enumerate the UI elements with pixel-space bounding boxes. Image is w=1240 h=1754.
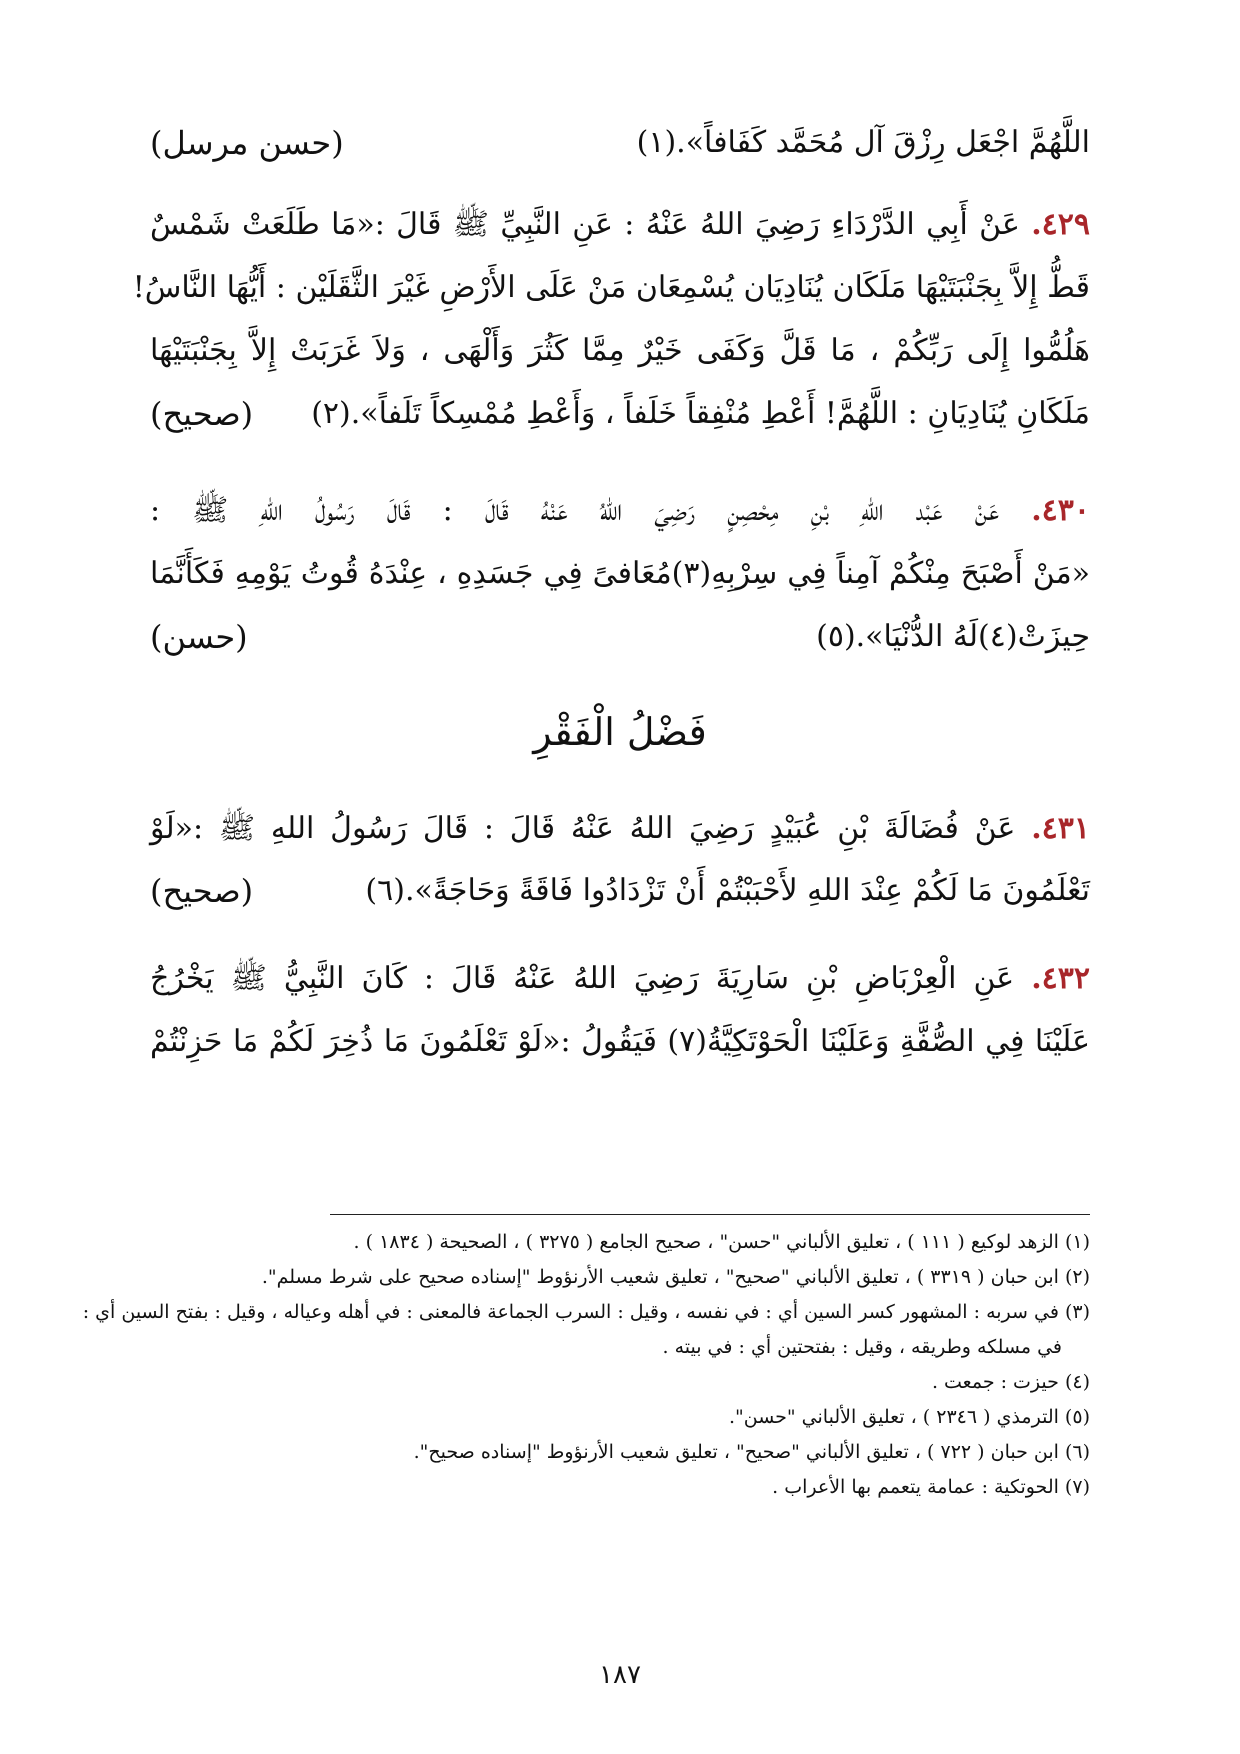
page-number: ١٨٧ (599, 1660, 641, 1690)
hadith-429-line-2: قَطُّ إِلاَّ بِجَنْبَتَيْهَا مَلَكَان يُنَادِيَان يُسْمِعَان مَنْ عَلَى الأَرْضِ غَيْرَ الثَّقَلَيْن : أَيُّهَا النَّاسُ! (132, 270, 1090, 305)
hadith-430-line-1 (150, 486, 1090, 536)
footnote-separator (330, 1214, 1090, 1215)
hadith-text: عَنِ الْعِرْبَاضِ بْنِ سَارِيَةَ رَضِيَ اللهُ عَنْهُ قَالَ : كَانَ النَّبِيُّ ﷺ يَخْرُجُ (150, 961, 1015, 996)
hadith-429-line-4: مَلَكَانِ يُنَادِيَانِ : اللَّهُمَّ! أَعْطِ مُنْفِقاً خَلَفاً ، وَأَعْطِ مُمْسِكاً تَلَفاً».(٢) (311, 396, 1090, 431)
hadith-number: ٤٣٢. (1031, 961, 1091, 996)
footnote-1: (١) الزهد لوكيع ( ١١١ ) ، تعليق الألباني "حسن" ، صحيح الجامع ( ٣٢٧٥ ) ، الصحيحة ( ١٨٣٤ ) . (353, 1231, 1090, 1253)
footnote-6: (٦) ابن حبان ( ٧٢٢ ) ، تعليق الألباني "صحيح" ، تعليق شعيب الأرنؤوط "إسناده صحيح". (413, 1441, 1090, 1463)
hadith-432-line-2: عَلَيْنَا فِي الصُّفَّةِ وَعَلَيْنَا الْحَوْتَكِيَّةُ(٧) فَيَقُولُ :«لَوْ تَعْلَمُونَ مَا ذُخِرَ لَكُمْ مَا حَزِنْتُمْ (150, 1024, 1090, 1059)
section-heading: فَضْلُ الْفَقْرِ (533, 710, 707, 754)
hadith-grade: (حسن) (150, 618, 248, 656)
hadith-430-line-3: حِيزَتْ(٤)لَهُ الدُّنْيَا».(٥) (816, 619, 1090, 654)
footnote-4: (٤) حيزت : جمعت . (931, 1371, 1090, 1393)
hadith-430-line-2: «مَنْ أَصْبَحَ مِنْكُمْ آمِناً فِي سِرْبِهِ(٣)مُعَافىً فِي جَسَدِهِ ، عِنْدَهُ قُوتُ يَوْمِهِ فَكَأَنَّمَا (150, 556, 1090, 591)
footnote-7: (٧) الحوتكية : عمامة يتعمم بها الأعراب . (772, 1476, 1090, 1498)
hadith-number: ٤٢٩. (1031, 207, 1090, 242)
hadith-429-line-1 (150, 200, 1090, 250)
footnote-3-continued: في مسلكه وطريقه ، وقيل : بفتحتين أي : في بيته . (662, 1336, 1062, 1358)
footnote-5: (٥) الترمذي ( ٢٣٤٦ ) ، تعليق الألباني "حسن". (728, 1406, 1090, 1428)
hadith-text: اللَّهُمَّ اجْعَل رِزْقَ آل مُحَمَّد كَفَافاً».(١) (636, 125, 1090, 160)
hadith-number: ٤٣٠. (1031, 493, 1090, 528)
continuation-line (530, 118, 1090, 168)
hadith-432-line-1 (150, 954, 1090, 1004)
hadith-text: عَنْ عَبْد اللهِ بْنِ مِحْصِنٍ رَضِيَ اللهُ عَنْهُ قَالَ : قَالَ رَسُولُ اللهِ ﷺ : (150, 493, 1000, 528)
hadith-text: عَنْ فُضَالَةَ بْنِ عُبَيْدٍ رَضِيَ اللهُ عَنْهُ قَالَ : قَالَ رَسُولُ اللهِ ﷺ :«لَوْ (150, 811, 1016, 846)
footnote-2: (٢) ابن حبان ( ٣٣١٩ ) ، تعليق الألباني "صحيح" ، تعليق شعيب الأرنؤوط "إسناده صحيح على شرط مسلم". (261, 1266, 1090, 1288)
hadith-431-line-2: تَعْلَمُونَ مَا لَكُمْ عِنْدَ اللهِ لأَحْبَبْتُمْ أَنْ تَزْدَادُوا فَاقَةً وَحَاجَةً».(٦) (365, 873, 1090, 908)
hadith-431-line-1 (150, 804, 1090, 854)
footnote-3: (٣) في سربه : المشهور كسر السين أي : في نفسه ، وقيل : السرب الجماعة فالمعنى : في أهله وعياله ، وقيل : بفتح السين أي : (82, 1301, 1090, 1323)
hadith-text: عَنْ أَبِي الدَّرْدَاءِ رَضِيَ اللهُ عَنْهُ : عَنِ النَّبِيِّ ﷺ قَالَ :«مَا طَلَعَتْ شَمْسٌ (150, 207, 1020, 242)
hadith-number: ٤٣١. (1031, 811, 1090, 846)
hadith-grade: (صحيح) (150, 395, 254, 433)
hadith-429-line-3: هَلُمُّوا إِلَى رَبِّكُمْ ، مَا قَلَّ وَكَفَى خَيْرٌ مِمَّا كَثُرَ وَأَلْهَى ، وَلاَ غَرَبَتْ إِلاَّ بِجَنْبَتَيْهَا (150, 333, 1090, 368)
hadith-grade: (حسن مرسل) (150, 124, 344, 162)
hadith-grade: (صحيح) (150, 872, 254, 910)
